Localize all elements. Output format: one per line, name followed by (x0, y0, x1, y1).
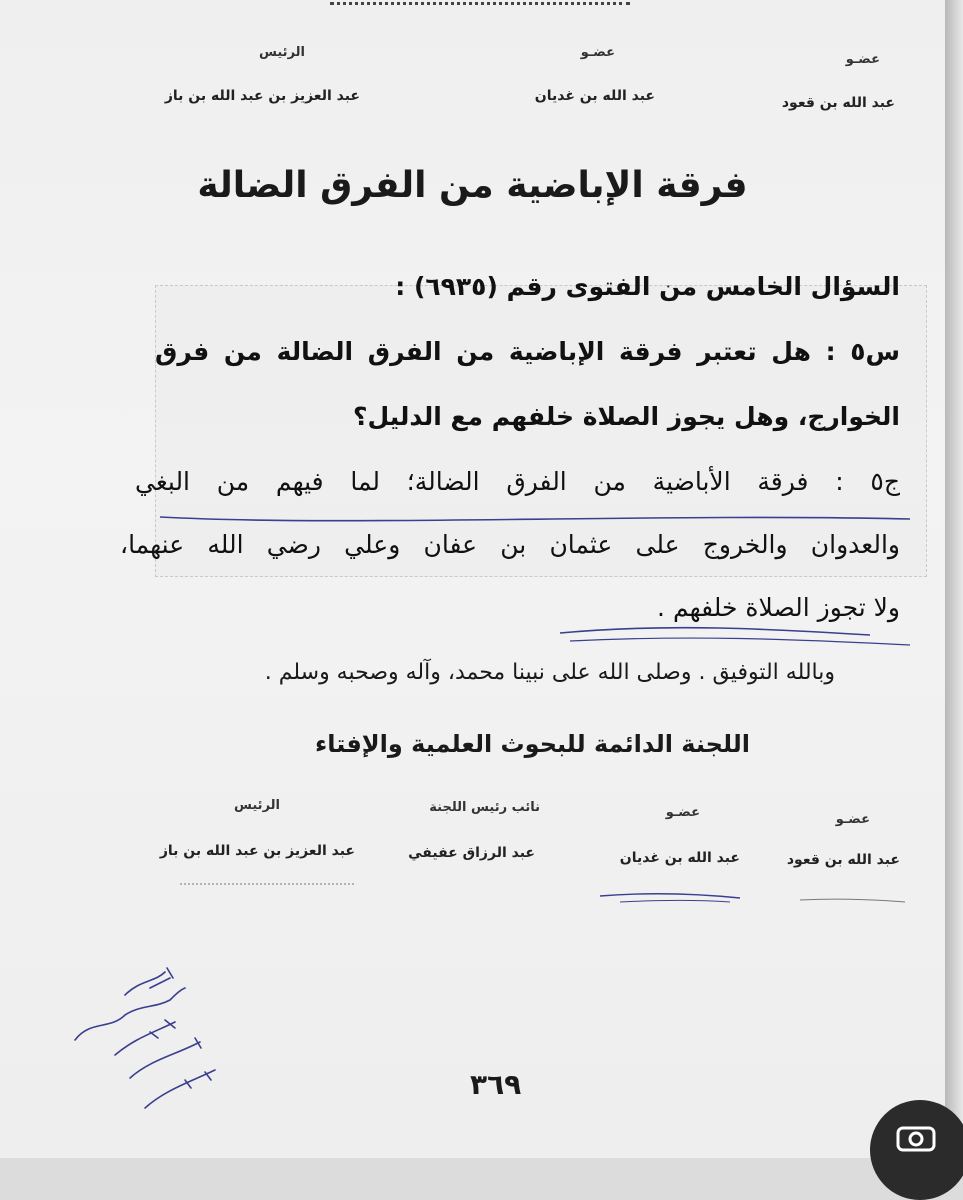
question-line-1: س٥ : هل تعتبر فرقة الإباضية من الفرق الضالة من فرق (155, 337, 900, 366)
bottom-sig-4-title: الرئيس (234, 798, 280, 813)
handwritten-note (55, 960, 235, 1130)
signature-lines (180, 878, 920, 918)
question-intro: السؤال الخامس من الفتوى رقم (٦٩٣٥) : (395, 272, 900, 301)
top-sig-3-title: الرئيس (259, 45, 305, 60)
bottom-sig-3-name: عبد الرزاق عفيفي (408, 845, 535, 861)
committee-name: اللجنة الدائمة للبحوث العلمية والإفتاء (315, 730, 750, 758)
answer-line-2: والعدوان والخروج على عثمان بن عفان وعلي رضي الله عنهما، (120, 530, 900, 559)
bottom-sig-4-name: عبد العزيز بن عبد الله بن باز (159, 843, 355, 859)
bottom-sig-3-title: نائب رئيس اللجنة (429, 800, 540, 815)
answer-line-1: ج٥ : فرقة الأباضية من الفرق الضالة؛ لما فيهم من البغي (135, 467, 900, 496)
top-sig-2-title: عضـو (580, 45, 615, 60)
top-sig-1-name: عبد الله بن قعود (781, 95, 895, 111)
page-number: ٣٦٩ (470, 1068, 522, 1101)
camera-icon[interactable] (870, 1100, 963, 1200)
bottom-sig-2-name: عبد الله بن غديان (619, 850, 740, 866)
bottom-sig-1-title: عضـو (835, 812, 870, 827)
pen-underlines (150, 505, 930, 655)
page-edge-shadow (945, 0, 963, 1158)
bottom-sig-1-name: عبد الله بن قعود (786, 852, 900, 868)
top-sig-3-name: عبد العزيز بن عبد الله بن باز (164, 88, 360, 104)
bottom-sig-2-title: عضـو (665, 805, 700, 820)
cropped-previous-line (0, 0, 945, 10)
top-sig-2-name: عبد الله بن غديان (534, 88, 655, 104)
question-line-2: الخوارج، وهل يجوز الصلاة خلفهم مع الدليل؟ (352, 402, 900, 431)
section-heading: فرقة الإباضية من الفرق الضالة (197, 165, 748, 206)
top-sig-1-title: عضـو (845, 52, 880, 67)
answer-line-3: ولا تجوز الصلاة خلفهم . (657, 593, 900, 622)
closing-line: وبالله التوفيق . وصلى الله على نبينا محمد، وآله وصحبه وسلم . (264, 660, 835, 685)
